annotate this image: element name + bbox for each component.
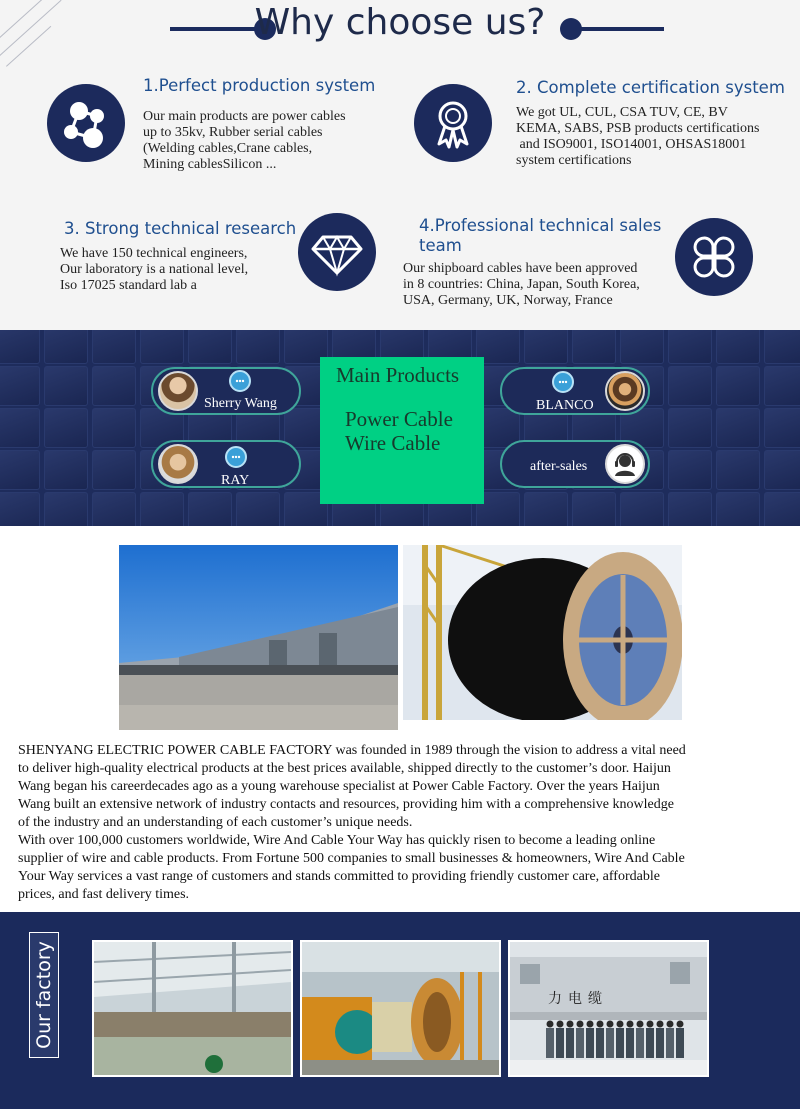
why-choose-us-section: [0, 0, 800, 330]
mosaic-tile: [668, 450, 712, 490]
about-line: Your Way services a vast range of customers and stands committed to providing friendly customer care, affordable: [18, 869, 660, 884]
chat-icon: [225, 446, 247, 468]
mosaic-tile: [764, 366, 800, 406]
avatar: [605, 371, 645, 411]
about-line: to deliver high-quality electrical products at the best prices available, shipped directly to the customer’s door. Haijun: [18, 761, 671, 776]
mosaic-tile: [188, 492, 232, 526]
mosaic-tile: [44, 450, 88, 490]
mosaic-tile: [764, 330, 800, 364]
feature-title: 3. Strong technical research: [64, 219, 297, 238]
mosaic-tile: [236, 330, 280, 364]
avatar: [158, 444, 198, 484]
feature-text: We got UL, CUL, CSA TUV, CE, BV KEMA, SABS, PSB products certifications and ISO9001, ISO14001, OHSAS18001 system certifications: [516, 105, 760, 168]
after-sales-button[interactable]: [500, 440, 650, 488]
about-description: [18, 742, 790, 904]
contact-section: [0, 330, 800, 526]
mosaic-tile: [44, 330, 88, 364]
mosaic-tile: [236, 492, 280, 526]
mosaic-tile: [0, 450, 40, 490]
mosaic-tile: [620, 330, 664, 364]
section-title: Why choose us?: [254, 2, 546, 43]
factory-building-photo: [119, 545, 398, 730]
feature-text: We have 150 technical engineers, Our laboratory is a national level, Iso 17025 standard lab a: [60, 246, 249, 293]
mosaic-tile: [668, 366, 712, 406]
about-line: of the industry and an understanding of each customer’s unique needs.: [18, 815, 413, 830]
mosaic-tile: [668, 330, 712, 364]
contact-ray[interactable]: [151, 440, 301, 488]
mosaic-tile: [140, 330, 184, 364]
mosaic-tile: [44, 492, 88, 526]
staff-group-photo: [508, 940, 709, 1077]
mosaic-tile: [668, 492, 712, 526]
mosaic-tile: [716, 492, 760, 526]
product-item[interactable]: Wire Cable: [345, 431, 441, 455]
mosaic-tile: [44, 366, 88, 406]
mosaic-tile: [716, 450, 760, 490]
about-line: prices, and fast delivery times.: [18, 887, 190, 902]
mosaic-tile: [668, 408, 712, 448]
mosaic-tile: [716, 366, 760, 406]
chat-icon: [552, 371, 574, 393]
about-line: supplier of wire and cable products. From Fortune 500 companies to small businesses & homeowners, Wire And Cable: [18, 851, 685, 866]
cable-machinery-photo: [300, 940, 501, 1077]
contact-sherry-wang[interactable]: [151, 367, 301, 415]
mosaic-tile: [0, 492, 40, 526]
about-line: SHENYANG ELECTRIC POWER CABLE FACTORY was founded in 1989 through the vision to address a vital need: [18, 743, 686, 758]
contact-name: BLANCO: [536, 398, 594, 413]
feature-title: 4.Professional technical sales team: [419, 216, 662, 255]
feature-title: 2. Complete certification system: [516, 78, 785, 97]
mosaic-tile: [0, 330, 40, 364]
mosaic-tile: [716, 408, 760, 448]
network-icon: [47, 84, 125, 162]
cable-drum-photo: [403, 545, 682, 720]
about-line: With over 100,000 customers worldwide, Wire And Cable Your Way has quickly risen to become a leading online: [18, 833, 656, 848]
mosaic-tile: [524, 492, 568, 526]
mosaic-tile: [620, 492, 664, 526]
mosaic-tile: [92, 366, 136, 406]
mosaic-tile: [92, 492, 136, 526]
mosaic-tile: [764, 492, 800, 526]
feature-title: 1.Perfect production system: [143, 76, 376, 95]
factory-sign-text: 力电缆: [548, 991, 608, 1007]
mosaic-tile: [0, 408, 40, 448]
avatar: [158, 371, 198, 411]
feature-text: Our shipboard cables have been approved in 8 countries: China, Japan, South Korea, USA, Germany, UK, Norway, France: [403, 261, 640, 308]
mosaic-tile: [572, 330, 616, 364]
mosaic-tile: [92, 450, 136, 490]
mosaic-tile: [188, 330, 232, 364]
diamond-icon: [298, 213, 376, 291]
contact-name: Sherry Wang: [204, 396, 277, 411]
mosaic-tile: [764, 408, 800, 448]
award-ribbon-icon: [414, 84, 492, 162]
mosaic-tile: [92, 408, 136, 448]
mosaic-tile: [92, 330, 136, 364]
our-factory-label: Our factory: [29, 932, 59, 1058]
about-line: Wang built an extensive network of industry contacts and resources, providing him with a comprehensive knowledge: [18, 797, 674, 812]
after-sales-label: after-sales: [530, 459, 588, 474]
contact-name: RAY: [221, 473, 250, 488]
mosaic-tile: [716, 330, 760, 364]
contact-blanco[interactable]: [500, 367, 650, 415]
about-line: Wang began his careerdecades ago as a young warehouse specialist at Power Cable Factory. Over the years Haijun: [18, 779, 660, 794]
headset-user-icon: [605, 444, 645, 484]
chat-icon: [229, 370, 251, 392]
main-products-panel: [320, 357, 484, 504]
clover-icon: [675, 218, 753, 296]
mosaic-tile: [44, 408, 88, 448]
product-item[interactable]: Power Cable: [345, 407, 453, 431]
main-products-heading: Main Products: [336, 363, 460, 387]
mosaic-tile: [140, 492, 184, 526]
mosaic-tile: [524, 330, 568, 364]
mosaic-tile: [572, 492, 616, 526]
workshop-interior-photo: [92, 940, 293, 1077]
mosaic-tile: [0, 366, 40, 406]
mosaic-tile: [764, 450, 800, 490]
main-products-list: [345, 407, 453, 455]
feature-text: Our main products are power cables up to 35kv, Rubber serial cables (Welding cables,Crane cables, Mining cablesSilicon ...: [143, 109, 346, 172]
